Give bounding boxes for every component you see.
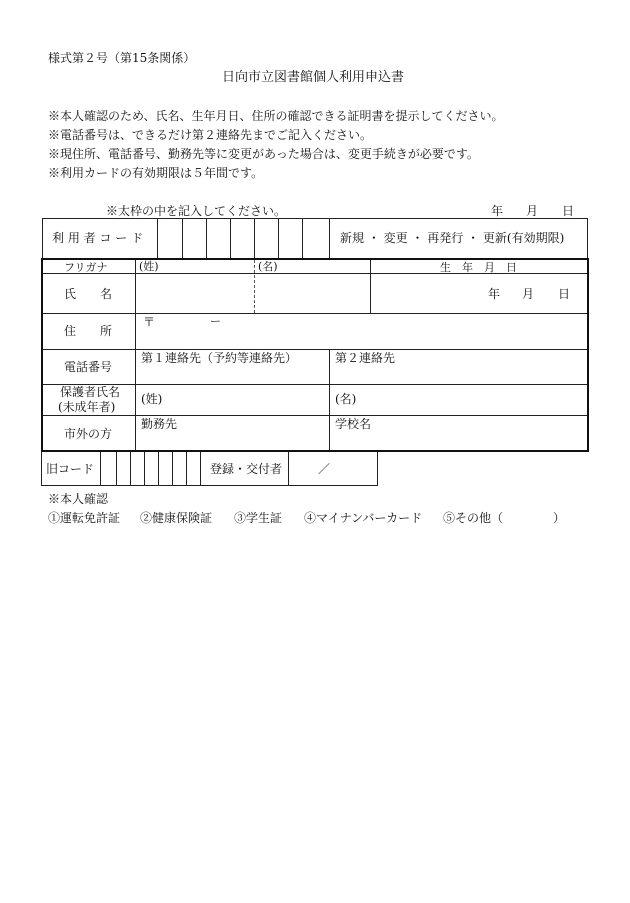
old-code-label: 旧コード xyxy=(46,462,95,476)
birth-year-label: 年 xyxy=(488,287,501,301)
birth-month-label: 月 xyxy=(522,287,535,301)
user-code-label: 利 用 者 コ ー ド xyxy=(52,231,144,245)
contact2-field[interactable]: 第２連絡先 xyxy=(335,351,396,365)
date-year-label: 年 xyxy=(491,204,504,218)
id-option-other[interactable]: ⑤その他（ xyxy=(443,511,504,525)
given-name-input[interactable] xyxy=(256,275,369,312)
date-month-label: 月 xyxy=(526,204,539,218)
id-option-other-close: ） xyxy=(553,511,566,525)
furigana-surname-field[interactable]: (姓) xyxy=(139,260,159,273)
guardian-surname-field[interactable]: (姓) xyxy=(141,392,163,406)
birth-day-label: 日 xyxy=(558,287,571,301)
surname-input[interactable] xyxy=(137,275,253,312)
id-option-mynumber[interactable]: ④マイナンバーカード xyxy=(304,511,423,525)
date-day-label: 日 xyxy=(562,204,575,218)
registration-type-options[interactable]: 新規 ・ 変更 ・ 再発行 ・ 更新(有効期限) xyxy=(340,231,565,245)
note-3: ※現住所、電話番号、勤務先等に変更があった場合は、変更手続きが必要です。 xyxy=(48,147,479,161)
id-option-student[interactable]: ③学生証 xyxy=(234,511,283,525)
id-option-license[interactable]: ①運転免許証 xyxy=(48,511,121,525)
guardian-label: 保護者氏名 xyxy=(60,385,121,399)
note-1: ※本人確認のため、氏名、生年月日、住所の確認できる証明書を提示してください。 xyxy=(48,109,504,123)
registrar-label: 登録・交付者 xyxy=(210,462,283,476)
postal-mark: 〒 xyxy=(143,315,156,329)
form-title: 日向市立図書館個人利用申込書 xyxy=(222,70,405,85)
registrar-slash[interactable]: ／ xyxy=(318,462,331,476)
guardian-sub-label: (未成年者) xyxy=(58,400,116,414)
school-field[interactable]: 学校名 xyxy=(335,417,372,431)
contact1-field[interactable]: 第１連絡先（予約等連絡先） xyxy=(141,351,298,365)
note-2: ※電話番号は、できるだけ第２連絡先までご記入ください。 xyxy=(48,128,373,142)
address-input[interactable] xyxy=(137,315,587,348)
furigana-label: フリガナ xyxy=(64,261,108,274)
outside-city-label: 市外の方 xyxy=(64,427,113,441)
address-label: 住 所 xyxy=(64,324,113,338)
note-4: ※利用カードの有効期限は５年間です。 xyxy=(48,166,264,180)
id-option-insurance[interactable]: ②健康保険証 xyxy=(140,511,213,525)
name-label: 氏 名 xyxy=(64,287,113,301)
furigana-given-field[interactable]: (名) xyxy=(258,260,278,273)
instruction-text: ※太枠の中を記入してください。 xyxy=(106,204,287,218)
postal-dash: ー xyxy=(210,315,221,328)
birthdate-label: 生 年 月 日 xyxy=(440,261,517,274)
id-check-heading: ※本人確認 xyxy=(48,492,109,506)
workplace-field[interactable]: 勤務先 xyxy=(141,417,178,431)
form-number: 様式第２号（第15条関係） xyxy=(48,51,196,65)
guardian-given-field[interactable]: (名) xyxy=(335,392,357,406)
phone-label: 電話番号 xyxy=(64,360,113,374)
